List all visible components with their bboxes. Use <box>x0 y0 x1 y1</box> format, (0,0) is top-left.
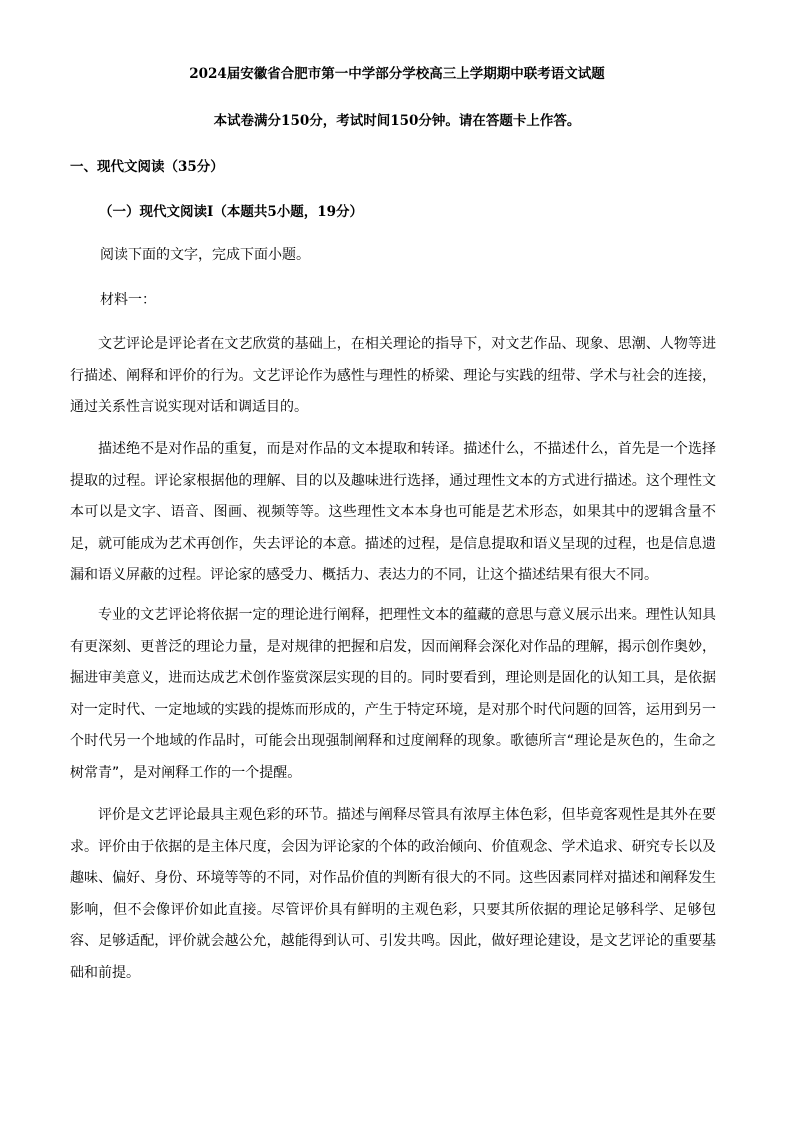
paragraph-2: 描述绝不是对作品的重复，而是对作品的文本提取和转译。描述什么，不描述什么，首先是一个选择提取的过程。评论家根据他的理解、目的以及趣味进行选择，通过理性文本的方式进行描述。这个理性文本可以是文字、语音、图画、视频等等。这些理性文本本身也可能是艺术形态，如果其中的逻辑含量不足，就可能成为艺术再创作，失去评论的本意。描述的过程，是信息提取和语义呈现的过程，也是信息遗漏和语义屏蔽的过程。评论家的感受力、概括力、表达力的不同，让这个描述结果有很大不同。 <box>70 441 716 583</box>
document-title: 2024届安徽省合肥市第一中学部分学校高三上学期期中联考语文试题 <box>189 66 605 82</box>
paragraph-1: 文艺评论是评论者在文艺欣赏的基础上，在相关理论的指导下，对文艺作品、现象、思潮、人物等进行描述、阐释和评价的行为。文艺评论作为感性与理性的桥梁、理论与实践的纽带、学术与社会的连接，通过关系性言说实现对话和调适目的。 <box>70 336 716 415</box>
reading-instruction: 阅读下面的文字，完成下面小题。 <box>100 247 310 263</box>
exam-instructions: 本试卷满分150分，考试时间150分钟。请在答题卡上作答。 <box>213 113 581 129</box>
paragraph-4: 评价是文艺评论最具主观色彩的环节。描述与阐释尽管具有浓厚主体色彩，但毕竟客观性是其外在要求。评价由于依据的是主体尺度，会因为评论家的个体的政治倾向、价值观念、学术追求、研究专长以及趣味、偏好、身份、环境等等的不同，对作品价值的判断有很大的不同。这些因素同样对描述和阐释发生影响，但不会像评价如此直接。尽管评价具有鲜明的主观色彩，只要其所依据的理论足够科学、足够包容、足够适配，评价就会越公允，越能得到认可、引发共鸣。因此，做好理论建设，是文艺评论的重要基础和前提。 <box>70 807 716 981</box>
paragraph-3: 专业的文艺评论将依据一定的理论进行阐释，把理性文本的蕴藏的意思与意义展示出来。理性认知具有更深刻、更普泛的理论力量，是对规律的把握和启发，因而阐释会深化对作品的理解，揭示创作奥妙，掘进审美意义，进而达成艺术创作鉴赏深层实现的目的。同时要看到，理论则是固化的认知工具，是依据对一定时代、一定地域的实践的提炼而形成的，产生于特定环境，是对那个时代问题的回答，运用到另一个时代另一个地域的作品时，可能会出现强制阐释和过度阐释的现象。歌德所言“理论是灰色的，生命之树常青”，是对阐释工作的一个提醒。 <box>70 607 716 781</box>
section-heading: 一、现代文阅读（35分） <box>70 159 224 175</box>
material-label: 材料一： <box>100 292 156 308</box>
subsection-heading: （一）现代文阅读Ⅰ（本题共5小题，19分） <box>99 204 363 220</box>
